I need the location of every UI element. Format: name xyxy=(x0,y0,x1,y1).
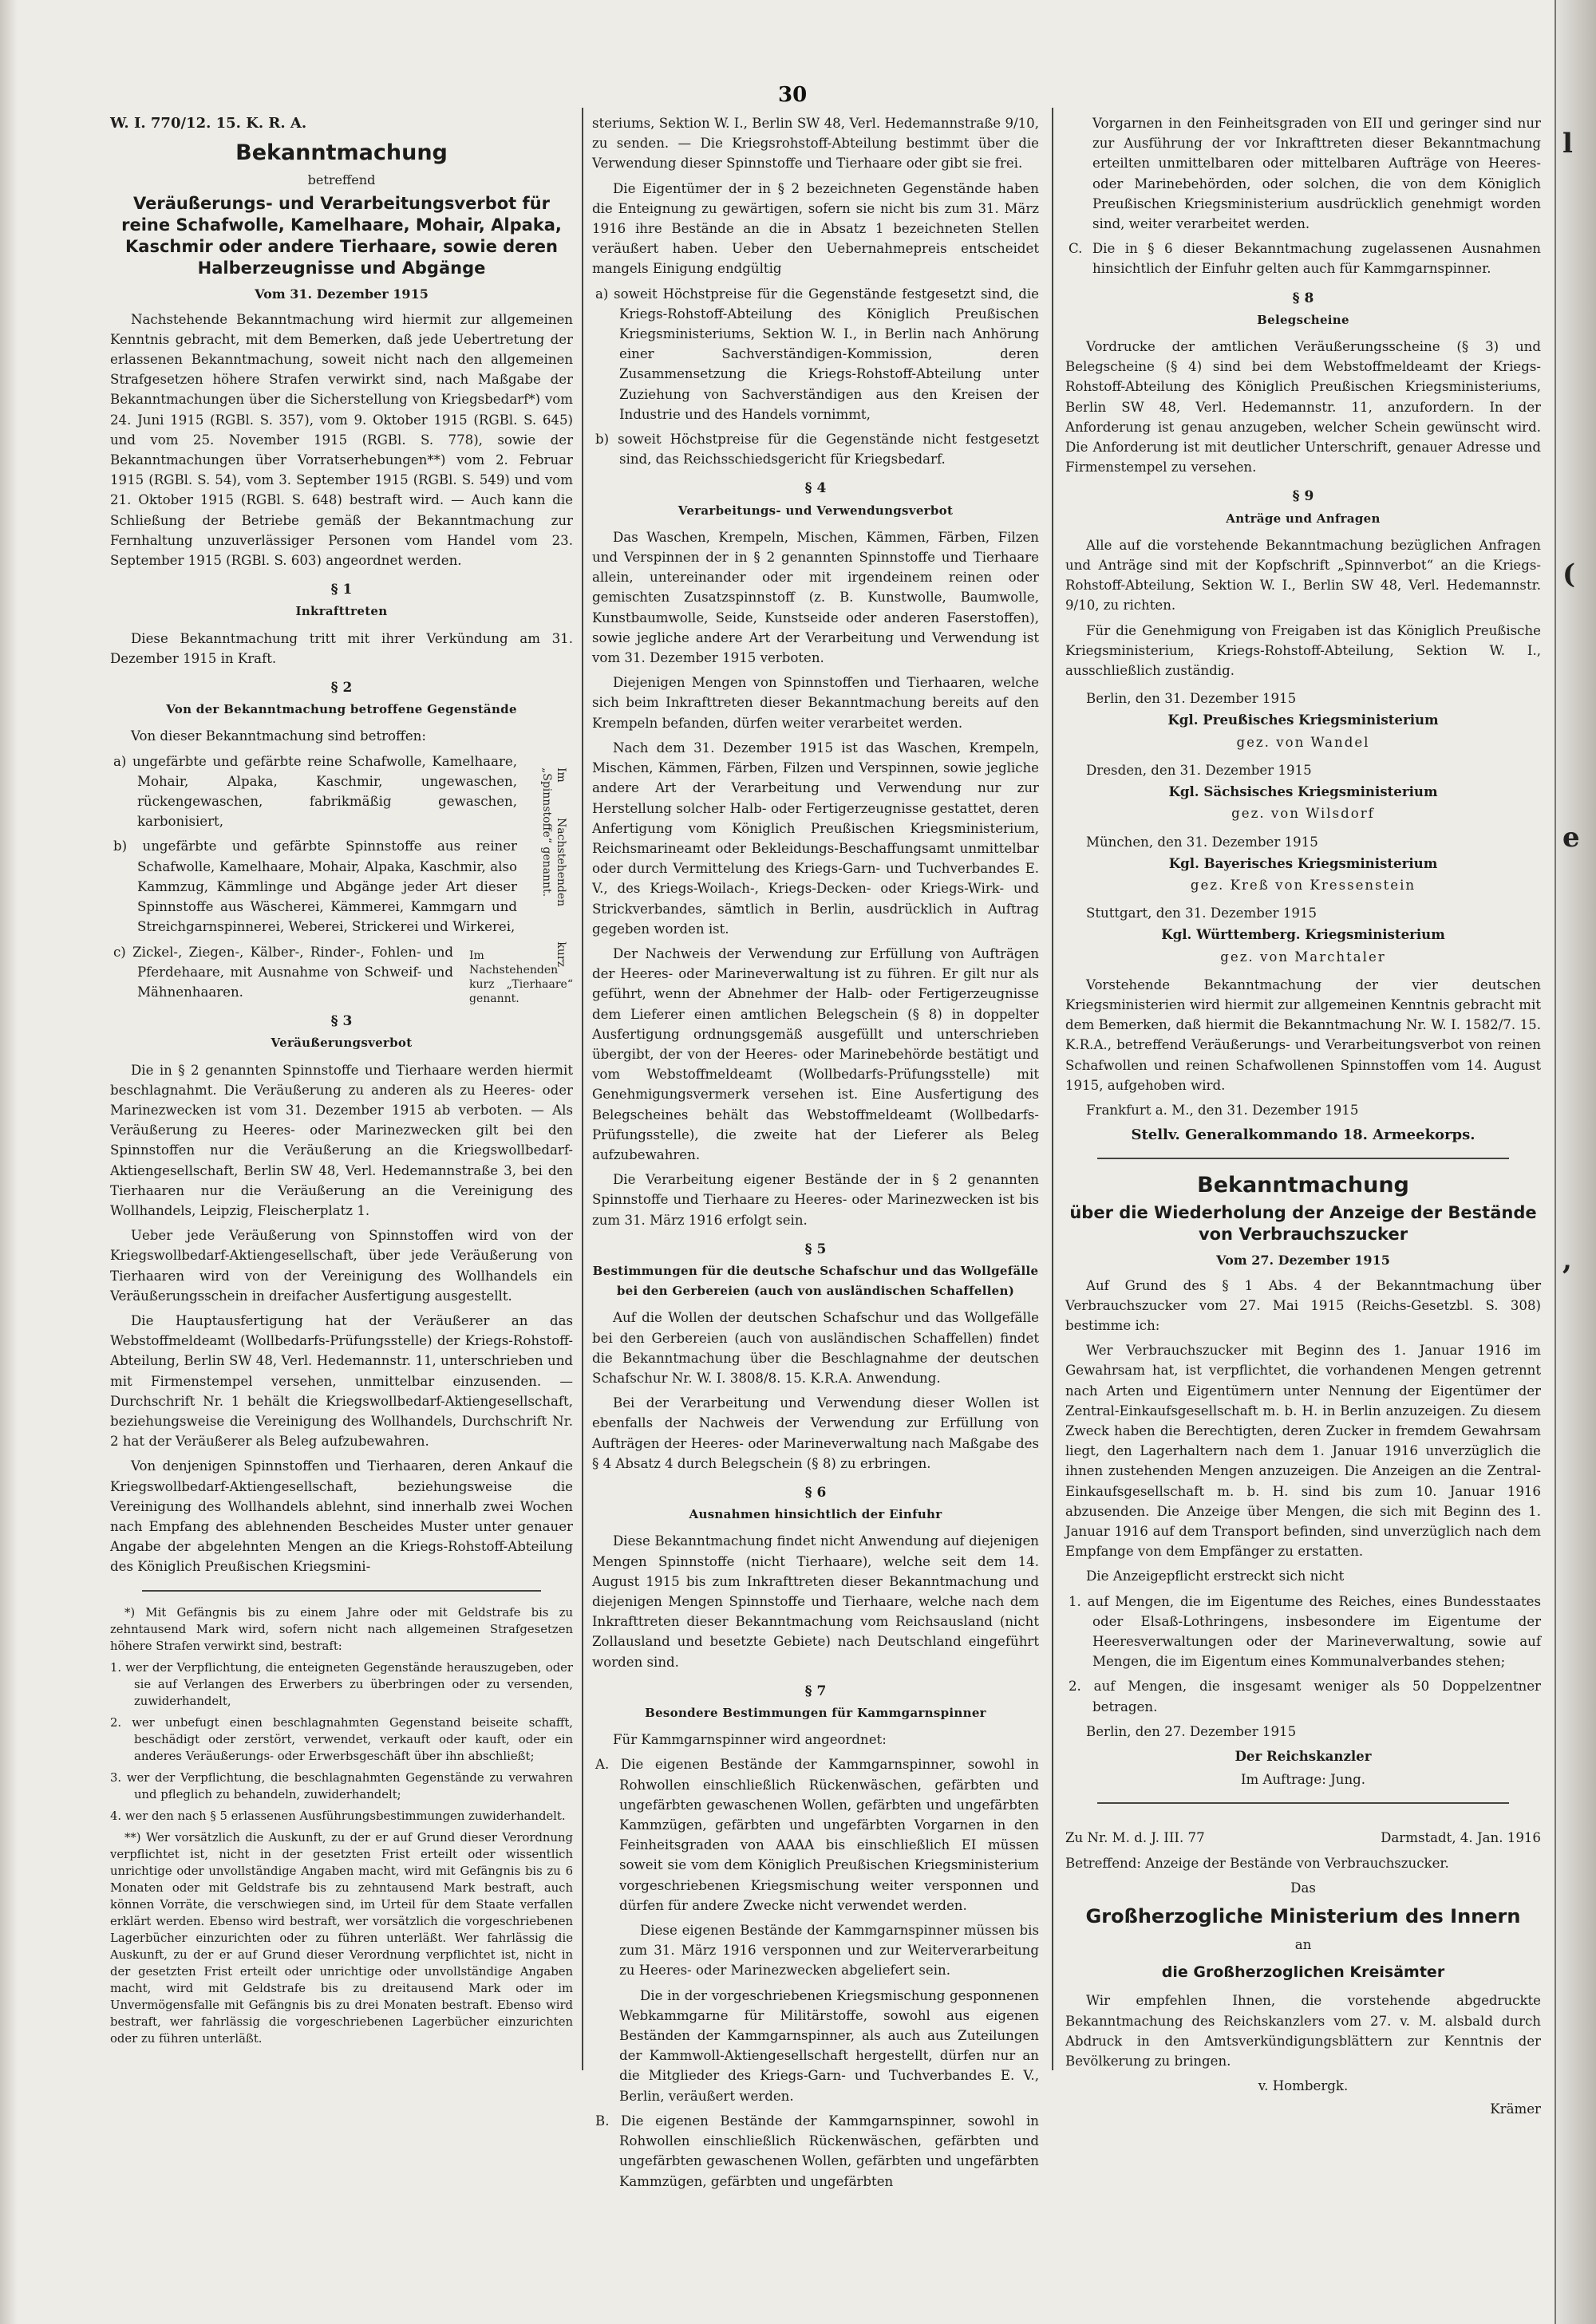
column-3 xyxy=(1065,113,1541,2123)
footnote-item: 3. wer der Verpflichtung, die beschlagnahmten Gegenstände zu verwahren und pfleglich zu behandeln, zuwiderhandelt; xyxy=(110,1770,573,1801)
section-text: Von dieser Bekanntmachung sind betroffen: xyxy=(131,728,426,744)
notice-title: über die Wiederholung der Anzeige der Bestände von Verbrauchszucker xyxy=(1069,1203,1537,1245)
reference-place: Darmstadt, 4. Jan. 1916 xyxy=(1381,1830,1541,1846)
section-text: Die in der vorgeschriebenen Kriegsmischung gesponnenen Webkammgarne für Militärstoffe, sowohl aus eigenen Beständen der Kammgarnspinner, als auch aus Zuteilungen der Kammwoll-Aktiengesellschaft hergestellt, dürfen nur an die Mitglieder des Kriegs-Garn- und Tuchverbandes E. V., Berlin, veräußert werden. xyxy=(619,1987,1039,2104)
signature-office: Kgl. Württemberg. Kriegsministerium xyxy=(1161,926,1445,943)
section-title: Belegscheine xyxy=(1257,312,1349,327)
signature-place: München, den 31. Dezember 1915 xyxy=(1086,834,1318,850)
section-title: Verarbeitungs- und Verwendungsverbot xyxy=(678,503,954,518)
column-1 xyxy=(110,113,573,2052)
footnote-divider xyxy=(142,1590,541,1592)
section-title: Bestimmungen für die deutsche Schafschur und das Wollgefälle bei den Gerbereien (auch von ausländischen Schaffellen) xyxy=(592,1263,1039,1299)
notice-signer: v. Hombergk. xyxy=(1258,2078,1349,2094)
right-page-edge xyxy=(1555,0,1596,2324)
list-item: b) ungefärbte und gefärbte Spinnstoffe aus reiner Schafwolle, Kamelhaare, Mohair, Alpaka, Kaschmir, also Kammzug, Kämmlinge und Abgänge jeder Art dieser Spinnstoffe aus Wäscherei, Kämmerei, Kammgarn und Streichgarnspinnerei, Weberei, Strickerei und Wirkerei, xyxy=(113,838,517,935)
closing-text: Vorstehende Bekanntmachung der vier deutschen Kriegsministerien wird hiermit zur allgemeinen Kenntnis gebracht mit dem Bemerken, daß hiermit die Bekanntmachung Nr. W. I. 1582/7. 15. K.R.A., betreffend Veräußerungs- und Verarbeitungsverbot von reinen Schafwollen und reinen Schafwollenen Spinnstoffen vom 14. August 1915, aufgehoben wird. xyxy=(1065,977,1541,1093)
section-text: Diejenigen Mengen von Spinnstoffen und Tierhaaren, welche sich beim Inkrafttreten dieser Bekanntmachung bereits auf den Krempeln befanden, dürfen weiter verarbeitet werden. xyxy=(592,675,1039,731)
ministry-name: Großherzogliche Ministerium des Innern xyxy=(1085,1905,1521,1928)
notice-divider xyxy=(1097,1158,1509,1159)
signature-office: Kgl. Preußisches Kriegsministerium xyxy=(1167,712,1439,728)
section-text: Der Nachweis der Verwendung zur Erfüllung von Aufträgen der Heeres- oder Marineverwaltung ist zu führen. Er gilt nur als geführt, wenn der Abnehmer der Halb- oder Fertigerzeugnisse dem Lieferer einen amtlichen Belegschein (§ 8) in doppelter Ausfertigung ordnungsgemäß ausgefüllt und unterschrieben übergibt, der von der Heeres- oder Marinebehörde bestätigt und vom Webstoffmeldeamt (Wollbedarfs-Prüfungsstelle) mit Genehmigungsvermerk versehen ist. Eine Ausfertigung des Belegscheines behält das Webstoffmeldeamt (Wollbedarfs-Prüfungsstelle), die zweite hat der Lieferer als Beleg aufzubewahren. xyxy=(592,945,1039,1162)
section-number: § 1 xyxy=(330,582,353,598)
notice-intro: Nachstehende Bekanntmachung wird hiermit zur allgemeinen Kenntnis gebracht, mit dem Bemerken, daß jede Uebertretung der erlassenen Bekanntmachung, soweit nicht nach den allgemeinen Strafgesetzen höhere Strafen verwirkt sind, nach Maßgabe der Bekanntmachungen über die Sicherstellung von Kriegsbedarf*) vom 24. Juni 1915 (RGBl. S. 357), vom 9. Oktober 1915 (RGBl. S. 645) und vom 25. November 1915 (RGBl. S. 778), sowie der Bekanntmachungen über Vorratserhebungen**) vom 2. Februar 1915 (RGBl. S. 54), vom 3. September 1915 (RGBl. S. 549) und vom 21. Oktober 1915 (RGBl. S. 648) bestraft wird. — Auch kann die Schließung der Betriebe gemäß der Bekanntmachung zur Fernhaltung unzuverlässiger Personen vom Handel vom 23. September 1915 (RGBl. S. 603) angeordnet werden. xyxy=(110,311,573,569)
das-label: Das xyxy=(1290,1880,1316,1896)
signature-name: gez. Kreß von Kressenstein xyxy=(1190,877,1416,893)
footnote-item: 1. wer der Verpflichtung, die enteigneten Gegenstände herauszugeben, oder sie auf Verlangen des Erwerbers zu überbringen oder zu versenden, zuwiderhandelt, xyxy=(110,1660,573,1708)
section-text: Die Verarbeitung eigener Bestände der in § 2 genannten Spinnstoffe und Tierhaare zu Heeres- oder Marinezwecken ist bis zum 31. März 1916 erfolgt sein. xyxy=(592,1172,1039,1228)
notice-title: Veräußerungs- und Verarbeitungsverbot für reine Schafwolle, Kamelhaare, Mohair, Alpaka, Kaschmir oder andere Tierhaare, sowie deren Halberzeugnisse und Abgänge xyxy=(121,194,562,278)
reference-number: W. I. 770/12. 15. K. R. A. xyxy=(110,115,307,132)
section-number: § 9 xyxy=(1292,488,1314,505)
section-text: Diese Bekanntmachung findet nicht Anwendung auf diejenigen Mengen Spinnstoffe (nicht Tierhaare), welche seit dem 14. August 1915 bis zum Inkrafttreten dieser Bekanntmachung und diejenigen Mengen Spinnstoffe und Tierhaare, welche nach dem Inkrafttreten dieser Bekanntmachung vom Reichsausland (nicht Zollausland und besetzte Gebiete) nach Deutschland eingeführt worden sind. xyxy=(592,1533,1039,1670)
list-item: C. Die in § 6 dieser Bekanntmachung zugelassenen Ausnahmen hinsichtlich der Einfuhr gelten auch für Kammgarnspinner. xyxy=(1069,241,1541,277)
reference-line xyxy=(1065,1828,1541,1848)
side-note: Im Nachstehenden kurz „Tierhaare“ genannt. xyxy=(469,949,573,1005)
list-item: 1. auf Mengen, die im Eigentume des Reiches, eines Bundesstaates oder Elsaß-Lothringens, insbesondere im Eigentume der Heeresverwaltungen oder der Marineverwaltung, sowie auf Mengen, die im Eigentum eines Kommunalverbandes stehen; xyxy=(1069,1593,1541,1670)
edge-glyph: e xyxy=(1562,822,1580,854)
notice-heading: Bekanntmachung xyxy=(235,140,448,166)
section-text: Die Hauptausfertigung hat der Veräußerer an das Webstoffmeldeamt (Wollbedarfs-Prüfungsstelle) der Kriegs-Rohstoff-Abteilung, Berlin SW 48, Verl. Hedemannstr. 11, unterschrieben und mit Firmenstempel versehen, unmittelbar einzusenden. — Durchschrift Nr. 1 behält die Kriegswollbedarf-Aktiengesellschaft, beziehungsweise die Vereinigung des Wollhandels, Durchschrift Nr. 2 hat der Veräußerer als Beleg aufzubewahren. xyxy=(110,1312,573,1450)
list-item: A. Die eigenen Bestände der Kammgarnspinner, sowohl in Rohwollen einschließlich Rückenwäschen, gefärbten und ungefärbten gewaschenen Wollen, gefärbten und ungefärbten Kammzügen, gefärbten und ungefärbten Vorgarnen in den Feinheitsgraden von AAAA bis einschließlich EI müssen soweit sie vom dem Königlich Preußischen Kriegsministerium vorgeschriebenen Kriegsmischung weiter versponnen und dürfen für andere Zwecke nicht verwendet werden. xyxy=(595,1757,1039,1913)
list-item: B. Die eigenen Bestände der Kammgarnspinner, sowohl in Rohwollen einschließlich Rückenwäschen, gefärbten und ungefärbten gewaschenen Wollen, gefärbten und ungefärbten Kammzügen, gefärbten und ungefärbten xyxy=(595,2113,1039,2189)
notice-text: Wir empfehlen Ihnen, die vorstehende abgedruckte Bekanntmachung des Reichskanzlers vom 27. v. M. alsbald durch Abdruck in den Amtsverkündigungsblättern zur Kenntnis der Bevölkerung zu bringen. xyxy=(1065,1993,1541,2070)
section-title: Anträge und Anfragen xyxy=(1226,511,1381,526)
section-text: Vorgarnen in den Feinheitsgraden von EII und geringer sind nur zur Ausführung der vor Inkrafttreten dieser Bekanntmachung erteilten unmittelbaren oder mittelbaren Aufträge von Heeres- oder Marinebehörden, oder solchen, die von dem Königlich Preußischen Kriegsministerium ausdrücklich genehmigt worden sind, weiter verarbeitet werden. xyxy=(1092,116,1541,232)
signature-place: Stuttgart, den 31. Dezember 1915 xyxy=(1086,906,1317,921)
edge-glyph: ( xyxy=(1562,558,1576,590)
section-text: Für die Genehmigung von Freigaben ist das Königlich Preußische Kriegsministerium, Kriegs-Rohstoff-Abteilung, Sektion W. I., ausschließlich zuständig. xyxy=(1065,622,1541,679)
section-title: Besondere Bestimmungen für Kammgarnspinner xyxy=(645,1706,986,1721)
an-label: an xyxy=(1294,1937,1312,1953)
notice-text: Wer Verbrauchszucker mit Beginn des 1. Januar 1916 im Gewahrsam hat, ist verpflichtet, die vorhandenen Mengen getrennt nach Arten und Eigentümern unter Nennung der Eigentümer der Zentral-Einkaufsgesellschaft m. b. H. in Berlin anzuzeigen. Zu diesem Zweck haben die Berechtigten, deren Zucker in fremdem Gewahrsam liegt, den Lagerhaltern nach dem 1. Januar 1916 unverzüglich die ihnen zustehenden Mengen anzuzeigen. Die Anzeigen an die Zentral-Einkaufsgesellschaft m. b. H. sind bis zum 10. Januar 1916 abzusenden. Die Anzeige über Mengen, die sich mit Beginn des 1. Januar 1916 auf dem Transport befinden, sind unverzüglich nach dem Empfange von dem Empfänger zu erstatten. xyxy=(1065,1343,1541,1560)
left-page-edge xyxy=(0,0,18,2324)
betreff-line: Betreffend: Anzeige der Bestände von Verbrauchszucker. xyxy=(1065,1855,1449,1871)
edge-glyph: l xyxy=(1562,128,1573,160)
column-rule xyxy=(1052,108,1053,2070)
section-text: Alle auf die vorstehende Bekanntmachung bezüglichen Anfragen und Anträge sind mit der Kopfschrift „Spinnverbot“ an die Kriegs-Rohstoff-Abteilung, Sektion W. I., Berlin SW 48, Verl. Hedemannstr. 9/10, zu richten. xyxy=(1065,537,1541,614)
section-title: Inkrafttreten xyxy=(295,604,388,619)
recipients: die Großherzoglichen Kreisämter xyxy=(1161,1963,1445,1982)
notice-betreffend: betreffend xyxy=(307,172,376,188)
section-title: Ausnahmen hinsichtlich der Einfuhr xyxy=(689,1507,942,1522)
notice-signer-auftrag: Im Auftrage: Jung. xyxy=(1240,1772,1366,1788)
section-text: Ueber jede Veräußerung von Spinnstoffen wird von der Kriegswollbedarf-Aktiengesellschaft, über jede Veräußerung von Tierhaaren wird von der Vereinigung des Wollhandels ein Veräußerungsschein in dreifacher Ausfertigung ausgestellt. xyxy=(110,1228,573,1304)
section-text: Nach dem 31. Dezember 1915 ist das Waschen, Krempeln, Mischen, Kämmen, Färben, Filzen und Verspinnen, sowie jegliche andere Art der Verarbeitung und Verwendung nur zur Herstellung solcher Halb- oder Fertigerzeugnisse gestattet, deren Anfertigung vom Königlich Preußischen Kriegsministerium, Reichsmarineamt oder Bekleidungs-Beschaffungsamt unmittelbar oder durch Vermittelung des Kriegs-Garn- und Tuchverbandes E. V., des Kriegs-Woilach-, Kriegs-Decken- oder Kriegs-Wirk- und Strickverbandes, sämtlich in Berlin, ausdrücklich in Auftrag gegeben worden ist. xyxy=(592,740,1039,937)
section-text: Von denjenigen Spinnstoffen und Tierhaaren, deren Ankauf die Kriegswollbedarf-Aktiengesellschaft, beziehungsweise die Vereinigung des Wollhandels ablehnt, sind innerhalb zwei Wochen nach Empfang des ablehnenden Bescheides Muster unter genauer Angabe der abgelehnten Mengen an die Kriegs-Rohstoff-Abteilung des Königlich Preußischen Kriegsmini- xyxy=(110,1458,573,1575)
signature-name: gez. von Wilsdorf xyxy=(1231,806,1375,822)
section-number: § 4 xyxy=(804,480,827,497)
section-text: Auf die Wollen der deutschen Schafschur und das Wollgefälle bei den Gerbereien (auch von ausländischen Schaffellen) findet die Bekanntmachung über die Beschlagnahme der deutschen Schafschur Nr. W. I. 3808/8. 15. K.R.A. Anwendung. xyxy=(592,1310,1039,1386)
footnote-item: 2. wer unbefugt einen beschlagnahmten Gegenstand beiseite schafft, beschädigt oder zerstört, verwendet, verkauft oder kauft, oder ein anderes Veräußerungs- oder Erwerbsgeschäft über ihn abschließt; xyxy=(110,1715,573,1763)
section-text: steriums, Sektion W. I., Berlin SW 48, Verl. Hedemannstraße 9/10, zu senden. — Die Kriegsrohstoff-Abteilung bestimmt über die Verwendung dieser Spinnstoffe und Tierhaare oder gibt sie frei. xyxy=(592,116,1039,172)
signature-place: Dresden, den 31. Dezember 1915 xyxy=(1086,762,1312,778)
section-text: Die in § 2 genannten Spinnstoffe und Tierhaare werden hiermit beschlagnahmt. Die Veräußerung zu anderen als zu Heeres- oder Marinezwecken ist vom 31. Dezember 1915 ab verboten. — Als Veräußerung zu Heeres- oder Marinezwecken gilt bei den Spinnstoffen nur die Veräußerung an die Kriegswollbedarf-Aktiengesellschaft, Berlin SW 48, Verl. Hedemannstraße 3, bei den Tierhaaren nur die Veräußerung an die Vereinigung des Wollhandels, Leipzig, Fleischerplatz 1. xyxy=(110,1062,573,1218)
footnote: **) Wer vorsätzlich die Auskunft, zu der er auf Grund dieser Verordnung verpflichtet ist, nicht in der gesetzten Frist erteilt oder wissentlich unrichtige oder unvollständige Angaben macht, wird mit Gefängnis bis zu 6 Monaten oder mit Geldstrafe bis zu zehntausend Mark bestraft, auch können Vorräte, die verschwiegen sind, im Urteil für dem Staate verfallen erklärt werden. Ebenso wird bestraft, wer vorsätzlich die vorgeschriebenen Lagerbücher einzurichten oder zu führen unterläßt. Wer fahrlässig die Auskunft, zu der er auf Grund dieser Verordnung verpflichtet ist, nicht in der gesetzten Frist erteilt oder unrichtige oder unvollständige Angaben macht, wird mit Geldstrafe bis zu dreitausend Mark oder im Unvermögensfalle mit Gefängnis bis zu drei Monaten bestraft. Ebenso wird bestraft, wer fahrlässig die vorgeschriebenen Lagerbücher einzurichten oder zu führen unterläßt. xyxy=(110,1830,573,2046)
reference-number: Zu Nr. M. d. J. III. 77 xyxy=(1065,1830,1205,1846)
section-text: Diese eigenen Bestände der Kammgarnspinner müssen bis zum 31. März 1916 versponnen und zur Weiterverarbeitung zu Heeres- oder Marinezwecken abgeliefert sein. xyxy=(619,1923,1039,1979)
notice-date: Vom 31. Dezember 1915 xyxy=(255,286,429,302)
footnotes xyxy=(110,1604,573,2047)
section-number: § 5 xyxy=(804,1241,827,1257)
section-text: Bei der Verarbeitung und Verwendung dieser Wollen ist ebenfalls der Nachweis der Verwendung zur Erfüllung von Aufträgen der Heeres- oder Marineverwaltung nach Maßgabe des § 4 Absatz 4 durch Belegschein (§ 8) zu erbringen. xyxy=(592,1395,1039,1471)
notice-divider xyxy=(1097,1802,1509,1804)
notice-date: Vom 27. Dezember 1915 xyxy=(1216,1253,1390,1269)
section-number: § 7 xyxy=(804,1683,827,1699)
section-text: Diese Bekanntmachung tritt mit ihrer Verkündung am 31. Dezember 1915 in Kraft. xyxy=(110,630,573,666)
notice-signer: Der Reichskanzler xyxy=(1235,1748,1372,1765)
list-ab xyxy=(110,752,573,967)
closing-signer: Stellv. Generalkommando 18. Armeekorps. xyxy=(1131,1126,1476,1144)
section-number: § 8 xyxy=(1292,290,1314,306)
section-text: Vordrucke der amtlichen Veräußerungsscheine (§ 3) und Belegscheine (§ 4) sind bei dem Webstoffmeldeamt der Kriegs-Rohstoff-Abteilung des Königlich Preußischen Kriegsministeriums, Berlin SW 48, Verl. Hedemannstr. 11, anzufordern. In der Anforderung ist genau anzugeben, welcher Schein gewünscht wird. Die Anforderung ist mit deutlicher Unterschrift, genauer Adresse und Firmenstempel zu versehen. xyxy=(1065,339,1541,475)
signature-name: gez. von Marchtaler xyxy=(1220,949,1386,965)
list-item: c) Zickel-, Ziegen-, Kälber-, Rinder-, Fohlen- und Pferdehaare, mit Ausnahme von Schweif- und Mähnenhaaren. xyxy=(113,944,453,1000)
section-text: Für Kammgarnspinner wird angeordnet: xyxy=(613,1732,887,1748)
section-number: § 6 xyxy=(804,1485,827,1501)
edge-glyph: , xyxy=(1562,1245,1572,1276)
clerk-name: Krämer xyxy=(1490,2101,1541,2117)
side-note: Im Nachstehenden kurz „Spinnstoffe“ genannt. xyxy=(540,767,567,967)
footnote-item: 4. wer den nach § 5 erlassenen Ausführungsbestimmungen zuwiderhandelt. xyxy=(110,1809,566,1823)
signature-office: Kgl. Sächsisches Kriegsministerium xyxy=(1168,783,1438,800)
closing-place: Frankfurt a. M., den 31. Dezember 1915 xyxy=(1086,1102,1359,1118)
notice-place: Berlin, den 27. Dezember 1915 xyxy=(1086,1723,1297,1739)
column-2 xyxy=(592,113,1039,2196)
signature-place: Berlin, den 31. Dezember 1915 xyxy=(1086,691,1297,707)
list-item: 2. auf Mengen, die insgesamt weniger als 50 Doppelzentner betragen. xyxy=(1069,1679,1541,1714)
section-title: Veräußerungsverbot xyxy=(271,1036,413,1051)
list-c xyxy=(110,942,573,1003)
signature-office: Kgl. Bayerisches Kriegsministerium xyxy=(1168,854,1438,871)
column-rule xyxy=(582,108,583,2070)
section-text: Die Eigentümer der in § 2 bezeichneten Gegenstände haben die Enteignung zu gewärtigen, sofern sie nicht bis zum 31. März 1916 ihre Bestände an die in Absatz 1 bezeichneten Stellen veräußert haben. Ueber den Uebernahmepreis entscheidet mangels Einigung endgültig xyxy=(592,180,1039,277)
notice-text: Die Anzeigepflicht erstreckt sich nicht xyxy=(1086,1568,1345,1584)
list-item: a) soweit Höchstpreise für die Gegenstände festgesetzt sind, die Kriegs-Rohstoff-Abteilung des Königlich Preußischen Kriegsministeriums, Sektion W. I., in Berlin nach Anhörung einer Sachverständigen-Kommission, deren Zusammensetzung die Kriegs-Rohstoff-Abteilung unter Zuziehung von Sachverständigen aus den Kreisen der Industrie und des Handels vornimmt, xyxy=(595,286,1039,422)
section-text: Das Waschen, Krempeln, Mischen, Kämmen, Färben, Filzen und Verspinnen der in § 2 genannten Spinnstoffe und Tierhaare allein, untereinander oder mit irgendeinem reinen oder gemischten Zusatzspinnstoff (z. B. Kunstwolle, Baumwolle, Kunstbaumwolle, Seide, Kunstseide oder anderen Faserstoffen), sowie jegliche andere Art der Verarbeitung und Verwendung ist vom 31. Dezember 1915 verboten. xyxy=(592,529,1039,666)
page-number: 30 xyxy=(778,83,808,107)
list-item: a) ungefärbte und gefärbte reine Schafwolle, Kamelhaare, Mohair, Alpaka, Kaschmir, ungewaschen, rückengewaschen, fabrikmäßig gewaschen, karbonisiert, xyxy=(113,753,517,830)
section-title: Von der Bekanntmachung betroffene Gegenstände xyxy=(166,702,517,717)
section-number: § 2 xyxy=(330,680,353,696)
section-number: § 3 xyxy=(330,1013,353,1030)
signature-name: gez. von Wandel xyxy=(1236,734,1370,750)
notice-text: Auf Grund des § 1 Abs. 4 der Bekanntmachung über Verbrauchszucker vom 27. Mai 1915 (Reichs-Gesetzbl. S. 308) bestimme ich: xyxy=(1065,1277,1541,1333)
footnote: *) Mit Gefängnis bis zu einem Jahre oder mit Geldstrafe bis zu zehntausend Mark wird, sofern nicht nach allgemeinen Strafgesetzen höhere Strafen verwirkt sind, bestraft: xyxy=(110,1605,573,1653)
list-item: b) soweit Höchstpreise für die Gegenstände nicht festgesetzt sind, das Reichsschiedsgericht für Kriegsbedarf. xyxy=(595,432,1039,468)
notice-heading: Bekanntmachung xyxy=(1197,1173,1409,1198)
